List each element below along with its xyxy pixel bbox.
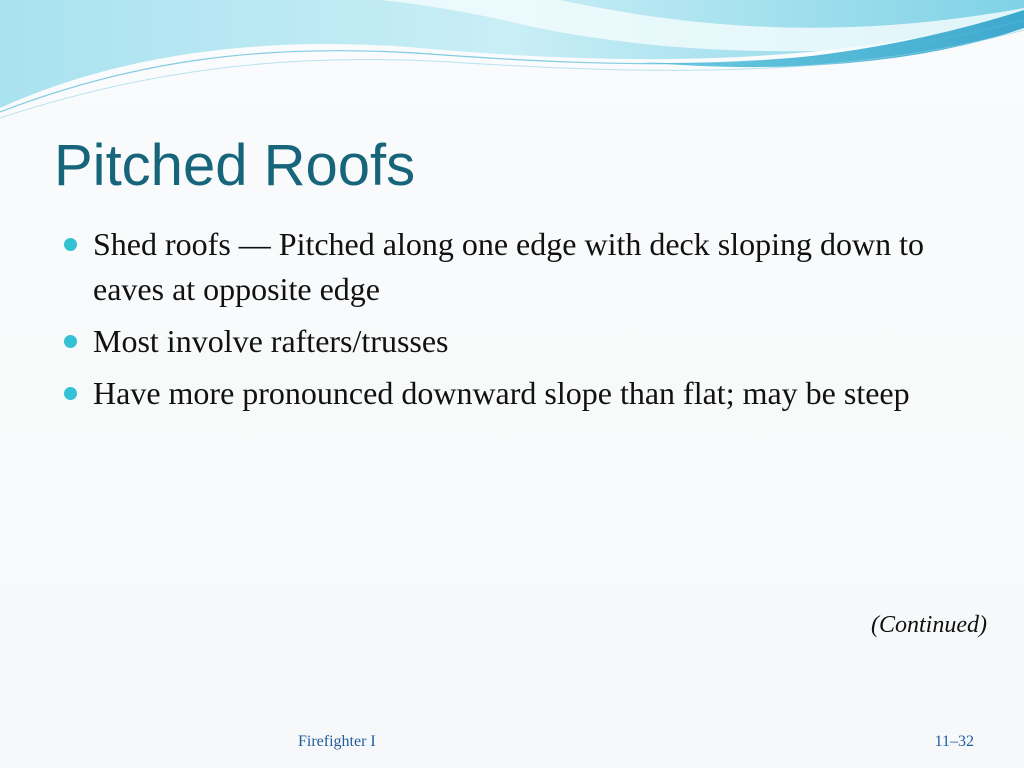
bullet-item xyxy=(60,222,940,312)
bullet-item xyxy=(60,319,940,364)
bullet-dot-icon xyxy=(64,335,77,348)
bullet-text: Shed roofs — Pitched along one edge with deck sloping down to eaves at opposite edge xyxy=(93,226,924,307)
bullet-list xyxy=(60,222,940,423)
header-wave-decoration xyxy=(0,0,1024,130)
slide-number: 11–32 xyxy=(934,733,974,750)
bullet-dot-icon xyxy=(64,387,77,400)
slide-title: Pitched Roofs xyxy=(54,133,416,198)
bullet-text: Most involve rafters/trusses xyxy=(93,323,449,359)
bullet-text: Have more pronounced downward slope than flat; may be steep xyxy=(93,375,910,411)
continued-label: (Continued) xyxy=(871,612,987,638)
footer-title: Firefighter I xyxy=(298,733,376,750)
bullet-dot-icon xyxy=(64,238,77,251)
bullet-item xyxy=(60,371,940,416)
